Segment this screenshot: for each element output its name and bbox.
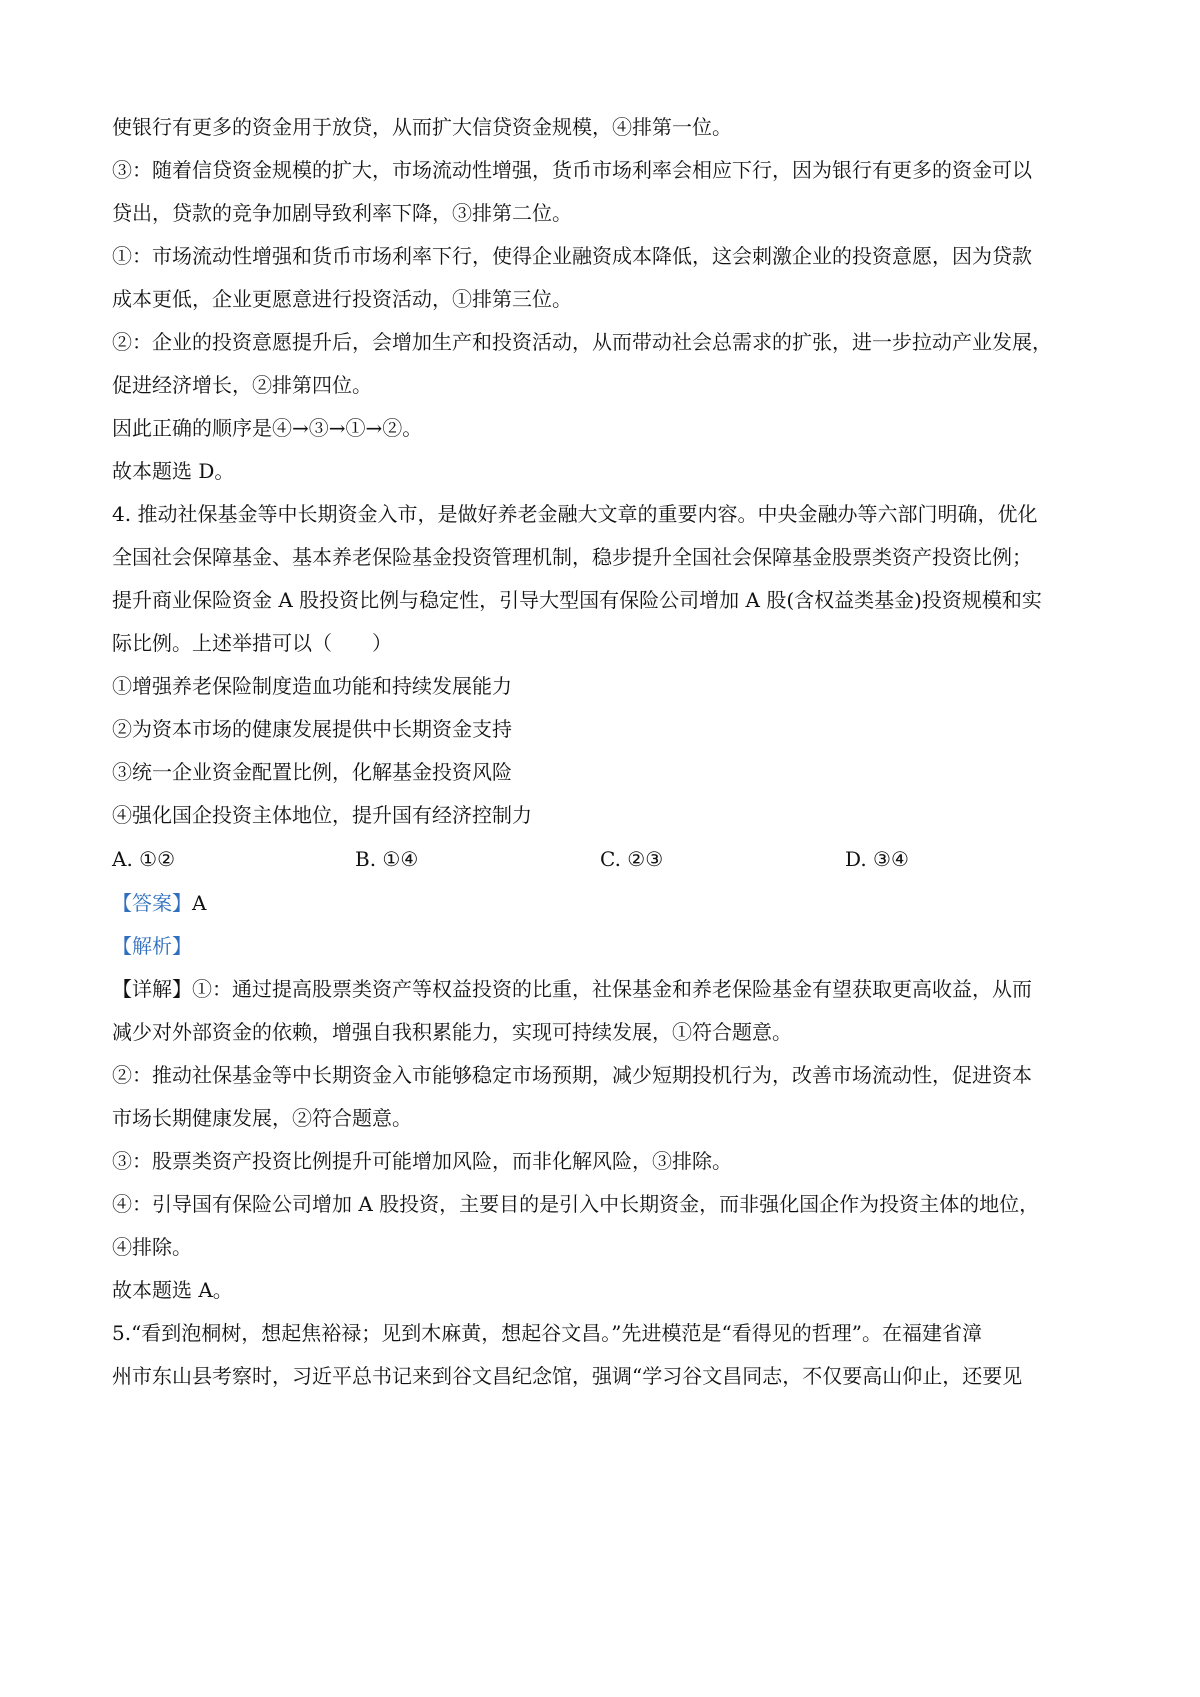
q5-stem-line-1: 5.“看到泡桐树，想起焦裕禄；见到木麻黄，想起谷文昌。”先进模范是“看得见的哲理”。在福建省漳 — [112, 1321, 982, 1345]
q4-item-1: ①增强养老保险制度造血功能和持续发展能力 — [112, 674, 512, 698]
answer-label: 【答案】 — [112, 891, 192, 915]
q4-option-a: A. ①② — [112, 847, 176, 871]
q4-item-3: ③统一企业资金配置比例，化解基金投资风险 — [112, 760, 512, 784]
prev-analysis-line-6: ②：企业的投资意愿提升后，会增加生产和投资活动，从而带动社会总需求的扩张，进一步拉动产业发展， — [112, 330, 1052, 354]
prev-answer-conclusion: 故本题选 D。 — [112, 459, 235, 483]
analysis-label: 【解析】 — [112, 934, 192, 958]
q4-option-c: C. ②③ — [600, 847, 664, 871]
q4-answer — [112, 888, 1102, 918]
q4-detail-line-4: 市场长期健康发展，②符合题意。 — [112, 1106, 412, 1130]
q4-stem-line-3: 提升商业保险资金 A 股投资比例与稳定性，引导大型国有保险公司增加 A 股(含权益类基金)投资规模和实 — [112, 588, 1042, 612]
q4-option-d: D. ③④ — [845, 847, 909, 871]
q4-detail-line-6: ④：引导国有保险公司增加 A 股投资，主要目的是引入中长期资金，而非强化国企作为投资主体的地位， — [112, 1192, 1040, 1216]
q4-stem-line-2: 全国社会保障基金、基本养老保险基金投资管理机制，稳步提升全国社会保障基金股票类资产投资比例； — [112, 545, 1032, 569]
prev-order-conclusion: 因此正确的顺序是④→③→①→②。 — [112, 416, 423, 440]
q4-detail-line-7: ④排除。 — [112, 1235, 192, 1259]
prev-analysis-line-7: 促进经济增长，②排第四位。 — [112, 373, 372, 397]
prev-analysis-line-3: 贷出，贷款的竞争加剧导致利率下降，③排第二位。 — [112, 201, 572, 225]
q4-conclusion: 故本题选 A。 — [112, 1278, 233, 1302]
answer-value: A — [192, 891, 207, 915]
q4-item-4: ④强化国企投资主体地位，提升国有经济控制力 — [112, 803, 532, 827]
detail-label: 【详解】 — [112, 977, 192, 1001]
detail-text-1: ①：通过提高股票类资产等权益投资的比重，社保基金和养老保险基金有望获取更高收益，从而 — [192, 977, 1032, 1001]
q4-detail-line-5: ③：股票类资产投资比例提升可能增加风险，而非化解风险，③排除。 — [112, 1149, 732, 1173]
q4-analysis-heading — [112, 931, 1102, 961]
q4-detail-line-2: 减少对外部资金的依赖，增强自我积累能力，实现可持续发展，①符合题意。 — [112, 1020, 792, 1044]
prev-analysis-line-1: 使银行有更多的资金用于放贷，从而扩大信贷资金规模，④排第一位。 — [112, 115, 732, 139]
q4-item-2: ②为资本市场的健康发展提供中长期资金支持 — [112, 717, 512, 741]
prev-analysis-line-4: ①：市场流动性增强和货币市场利率下行，使得企业融资成本降低，这会刺激企业的投资意愿，因为贷款 — [112, 244, 1032, 268]
q4-stem-line-4: 际比例。上述举措可以（ ） — [112, 631, 392, 655]
prev-analysis-line-2: ③：随着信贷资金规模的扩大，市场流动性增强，货币市场利率会相应下行，因为银行有更多的资金可以 — [112, 158, 1032, 182]
q4-detail-line-3: ②：推动社保基金等中长期资金入市能够稳定市场预期，减少短期投机行为，改善市场流动性，促进资本 — [112, 1063, 1032, 1087]
q4-options — [112, 844, 1102, 874]
q4-option-b: B. ①④ — [355, 847, 419, 871]
q4-stem-line-1: 4. 推动社保基金等中长期资金入市，是做好养老金融大文章的重要内容。中央金融办等六部门明确，优化 — [112, 502, 1038, 526]
prev-analysis-line-5: 成本更低，企业更愿意进行投资活动，①排第三位。 — [112, 287, 572, 311]
q4-detail-line-1 — [112, 974, 1102, 1004]
q5-stem-line-2: 州市东山县考察时，习近平总书记来到谷文昌纪念馆，强调“学习谷文昌同志，不仅要高山仰止，还要见 — [112, 1364, 1023, 1388]
